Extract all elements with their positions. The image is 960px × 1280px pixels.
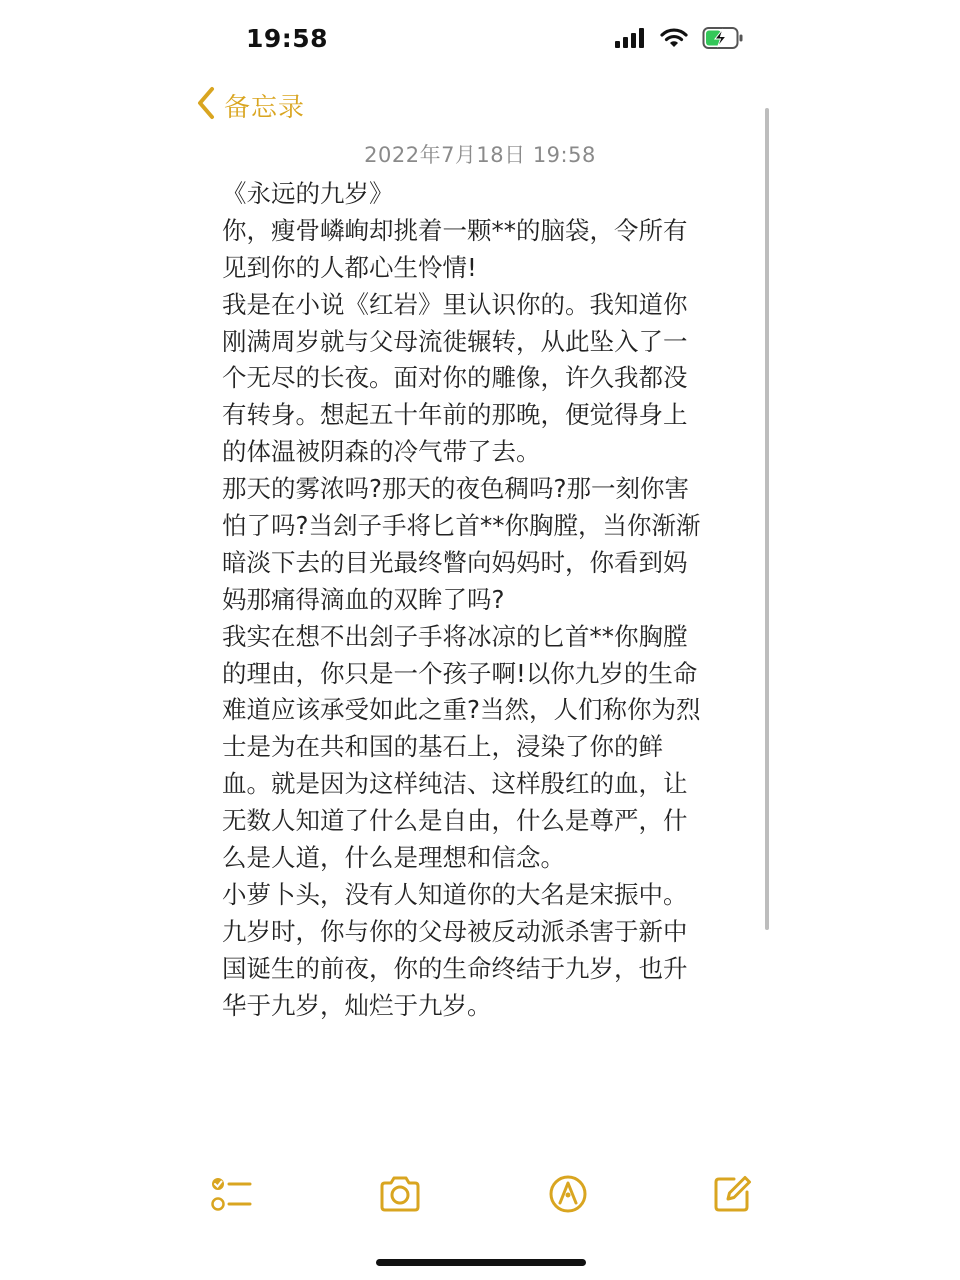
markup-pen-icon xyxy=(546,1172,590,1220)
note-line: 有转身。想起五十年前的那晚，便觉得身上 xyxy=(222,400,688,430)
home-indicator[interactable] xyxy=(376,1259,586,1266)
note-title: 《永远的九岁》 xyxy=(222,179,394,208)
checklist-button[interactable] xyxy=(208,1172,256,1220)
note-line: 妈那痛得滴血的双眸了吗? xyxy=(222,584,505,614)
note-line: 难道应该承受如此之重?当然，人们称你为烈 xyxy=(222,695,701,725)
note-line: 血。就是因为这样纯洁、这样殷红的血，让 xyxy=(222,769,688,799)
note-line: 怕了吗?当刽子手将匕首**你胸膛，当你渐渐 xyxy=(222,511,701,541)
note-line: 国诞生的前夜，你的生命终结于九岁，也升 xyxy=(222,953,688,983)
note-line: 无数人知道了什么是自由，什么是尊严，什 xyxy=(222,806,688,836)
cellular-signal-icon xyxy=(614,27,646,53)
note-body[interactable] xyxy=(222,176,734,1024)
checklist-icon xyxy=(210,1174,254,1218)
note-line: 个无尽的长夜。面对你的雕像，许久我都没 xyxy=(222,363,688,393)
note-line: 我是在小说《红岩》里认识你的。我知道你 xyxy=(222,289,688,319)
note-line: 九岁时，你与你的父母被反动派杀害于新中 xyxy=(222,916,688,946)
bottom-toolbar xyxy=(0,1172,960,1222)
compose-icon xyxy=(710,1172,754,1220)
note-date: 2022年7月18日 19:58 xyxy=(364,143,596,167)
note-line: 么是人道，什么是理想和信念。 xyxy=(222,843,565,873)
note-line: 的理由，你只是一个孩子啊!以你九岁的生命 xyxy=(222,658,698,688)
status-icons xyxy=(614,26,744,54)
note-line: 我实在想不出刽子手将冰凉的匕首**你胸膛 xyxy=(222,621,688,651)
note-line: 的体温被阴森的冷气带了去。 xyxy=(222,437,541,467)
back-button[interactable] xyxy=(196,86,305,124)
battery-charging-icon xyxy=(702,26,744,54)
note-line: 小萝卜头，没有人知道你的大名是宋振中。 xyxy=(222,879,688,909)
note-line: 你，瘦骨嶙峋却挑着一颗**的脑袋，令所有 xyxy=(222,215,688,245)
status-time: 19:58 xyxy=(246,24,329,53)
note-line: 暗淡下去的目光最终瞥向妈妈时，你看到妈 xyxy=(222,547,688,577)
scroll-indicator[interactable] xyxy=(765,108,769,930)
note-line: 士是为在共和国的基石上，浸染了你的鲜 xyxy=(222,732,663,762)
back-button-label: 备忘录 xyxy=(224,92,306,123)
note-line: 那天的雾浓吗?那天的夜色稠吗?那一刻你害 xyxy=(222,474,690,504)
markup-button[interactable] xyxy=(544,1172,592,1220)
camera-button[interactable] xyxy=(376,1172,424,1220)
chevron-left-icon xyxy=(196,86,216,124)
compose-button[interactable] xyxy=(708,1172,756,1220)
note-line: 刚满周岁就与父母流徙辗转，从此坠入了一 xyxy=(222,326,688,356)
wifi-icon xyxy=(660,27,688,53)
note-line: 见到你的人都心生怜情! xyxy=(222,252,477,282)
camera-icon xyxy=(378,1174,422,1218)
note-line: 华于九岁，灿烂于九岁。 xyxy=(222,990,492,1020)
